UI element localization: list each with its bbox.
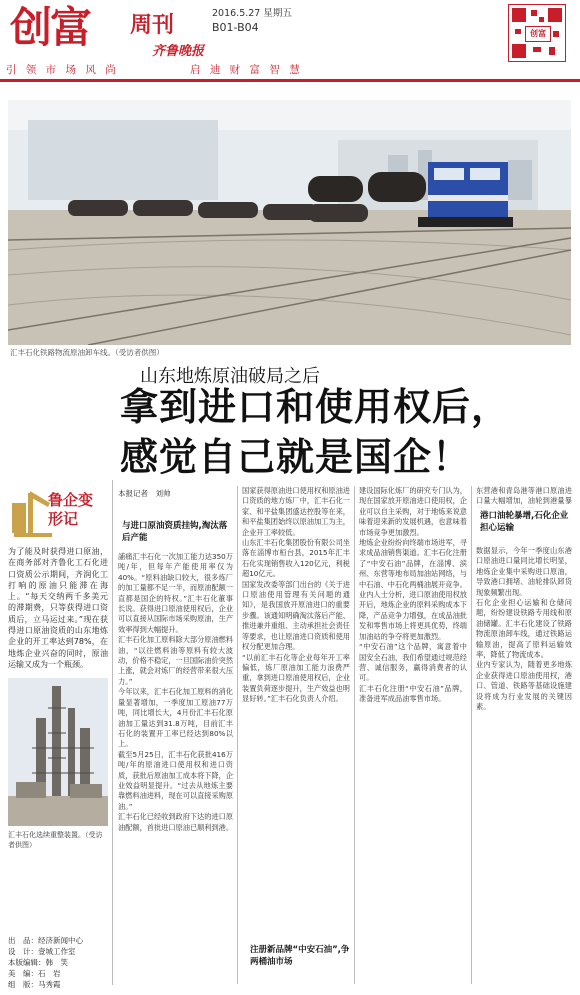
photo-caption: 汇丰石化铁路物流原油卸车线。（受访者供图） [10,348,164,357]
paragraph: 东营港和青岛港等港口原油进口量大幅增加，油轮到港量暴 [476,486,572,506]
credit-line: 设 计：壹城工作室 [8,947,76,956]
column-divider [354,486,355,984]
credit-line: 美 编：石 岩 [8,969,61,978]
paragraph: 誧痛汇丰石化一次加工能力达350万吨/年，但每年产能使用率仅为40%。“原料油缺口较大，很多炼厂的加工量都不足一半，而原油配额一直都是国企的特权。”汇丰石化董事长说。获得进口原油使用权后，企业可以直接从国际市场采购原油，生产效率得到大幅提升。 [118,552,233,634]
paragraph: 石化企业担心运输和仓储问题，纷纷建设铁路专用线和原油储罐。汇丰石化建设了铁路物流原油卸车线，通过铁路运输原油，提高了原料运输效率，降低了物流成本。 [476,598,572,660]
tanker-train-illustration [8,100,571,345]
paragraph: 国家获得原油进口使用权和原油进口资质的地方炼厂中，汇丰石化一家、和平盐集团盛达控股等在来，和平盐集团始终以原油加工为主，企业开工率较低。 [242,486,350,537]
masthead-rule [0,79,580,82]
credit-line: 组 版：马秀霞 [8,980,61,989]
paragraph: 今年以来，汇丰石化加工原料的消化量显著增加，一季度加工原油77万吨，同比增长大，4月份汇丰石化原油加工量达到31.8万吨，目前汇丰石化的装置开工率已经达到80%以上。 [118,687,233,749]
weekly-label: 周刊 [130,13,175,38]
issue-date: 2016.5.27 星期五 [212,8,292,19]
slogan-right: 启 迪 财 富 智 慧 [190,64,303,76]
subhead-1: 与进口原油资质挂钩,淘汰落后产能 [122,521,228,543]
qr-tag: 创富 [525,26,551,42]
article-column-3 [359,486,467,984]
masthead [0,0,580,85]
credit-line: 本版编辑：韩 笑 [8,958,68,967]
paragraph: 地炼企业纷纷向终端市场进军，寻求成品油销售渠道。汇丰石化注册了“中安石油”品牌，在淄博、滨州、东营等地布局加油站网络，与中石油、中石化两桶油展开竞争。 [359,538,467,589]
article-headline [120,382,510,482]
article-column-1 [118,552,233,984]
refinery-tower-illustration [8,678,108,826]
railway-tanker-photo [8,100,571,345]
paragraph: 业内专家认为，随着更多地炼企业获得进口原油使用权，港口、管道、铁路等基础设施建设将成为行业发展的关键因素。 [476,660,572,712]
paragraph: 汇丰石化已经收到政府下达的进口原油配额，首批进口原油已顺利到港。 [118,812,233,832]
paragraph: “中安石油”这个品牌，寓意着中国安全石油，我们希望通过规范经营、诚信服务，赢得消费者的认可。 [359,642,467,683]
article-column-4 [476,546,572,984]
slogan-left: 引 领 市 场 风 尚 [6,64,119,76]
masthead-logo: 创富 [10,3,91,52]
slogan [0,60,580,78]
paragraph: 业内人士分析，进口原油使用权放开后，地炼企业的原料采购成本下降，产品竞争力增强，在成品油批发和零售市场上将更具优势，终端加油站的争夺将更加激烈。 [359,590,467,641]
page-credits [8,935,108,990]
column-divider [471,486,472,984]
article-byline: 本报记者 刘帅 [118,489,171,498]
article-column-4-top [476,486,572,508]
page-range: B01-B04 [212,21,259,34]
subhead-3: 港口油轮暴增,石化企业担心运输 [480,511,569,533]
column-divider [112,480,113,985]
article-kicker: 山东地炼原油破局之后 [140,366,320,387]
sidebar-badge-title: 鲁企变形记 [48,491,94,528]
refinery-photo-caption: 汇丰石化选续重整装置。（受访者供图） [8,831,103,849]
paragraph: 汇丰石化注册“中安石油”品牌，准备进军成品油零售市场。 [359,683,467,704]
column-divider [237,486,238,984]
subhead-2: 注册新品牌“中安石油”,争两桶油市场 [250,945,350,967]
qr-code-icon [508,4,566,62]
sidebar-intro: 为了能及时获得进口原油，在商务部对齐鲁化工石化进口资质公示期间，齐润化工打响的原油只能滞在海上。“每天交纳两千多美元的滞期费，只等获得进口资质后，立马运过来。”现在获得进口原油资质的山东地炼企业的开工率达到78%，在地炼企业兴奋的同时，原油运输又成为一个瓶颈。 [8,547,108,669]
paragraph: 国家发改委等部门出台的《关于进口原油使用管理有关问题的通知》，是我国放开原油进口的重要步骤。该通知明确淘汰落后产能、推进兼并重组、主动承担社会责任等要求，也让原油进口资质和使用权分配更加合理。 [242,579,350,652]
paragraph: 建设国际化炼厂的研究专门认为，现在国家放开原油进口使用权，企业可以自主采购，对于地炼来说意味着迎来新的发展机遇，也意味着市场竞争更加激烈。 [359,486,467,537]
headline-line-1: 拿到进口和使用权后， [120,385,511,429]
paragraph: 山东汇丰石化集团股份有限公司坐落在淄博市桓台县，2015年汇丰石化实现销售收入120亿元，利税超10亿元。 [242,538,350,579]
paragraph: 数据显示，今年一季度山东港口原油进口量同比增长明显，地炼企业集中采购进口原油，导致港口拥堵、油轮排队卸货现象频繁出现。 [476,546,572,597]
headline-line-2: 感觉自己就是国企！ [120,435,472,479]
article-column-2 [242,486,350,916]
refinery-photo [8,678,108,826]
paragraph: 截至5月25日，汇丰石化获批416万吨/年的原油进口使用权和进口资质，获批后原油加工成本将下降，企业效益明显提升。“过去从地炼主要靠燃料油进料，现在可以直接采购原油。” [118,749,233,811]
paragraph: 汇丰石化加工原料除大部分原油燃料油，“以往燃料油等原料有较大波动，价格不稳定，一旦国际油价突然上涨，就会对炼厂的经营带来很大压力。” [118,635,233,686]
sidebar-badge [8,485,108,545]
paragraph: “以前汇丰石化等企业每年开工率偏低，炼厂原油加工能力浪费严重，拿到进口原油使用权后，企业装置负荷逐步提升，生产效益也明显好转。”汇丰石化负责人介绍。 [242,652,350,704]
newspaper-name: 齐鲁晚报 [152,44,205,59]
credit-line: 出 品：经济新闻中心 [8,936,83,945]
